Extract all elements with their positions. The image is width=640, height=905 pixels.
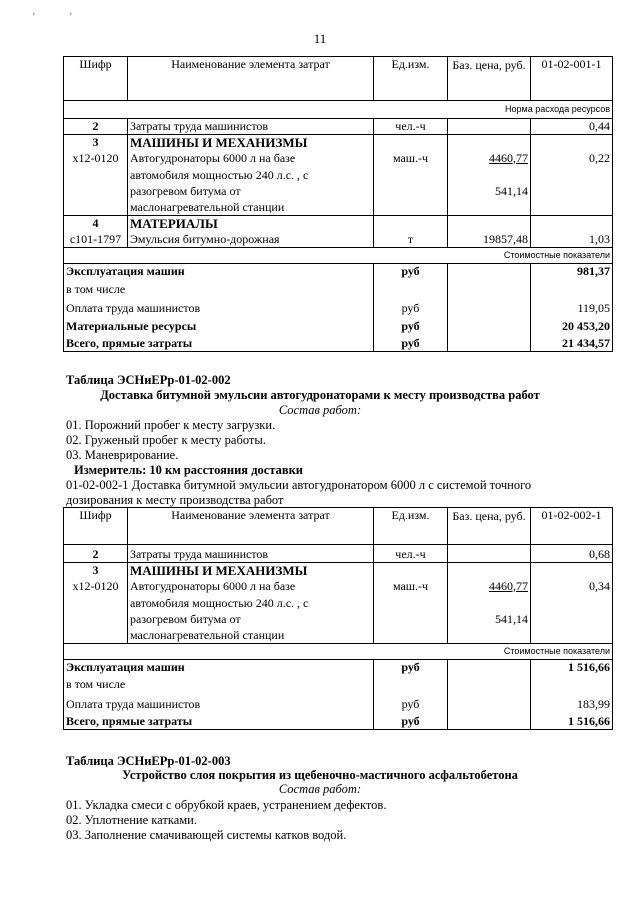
materials-group-title: МАТЕРИАЛЫ bbox=[128, 216, 374, 232]
work-step: 01. Укладка смеси с обрубкой краев, устранением дефектов. bbox=[66, 798, 387, 812]
table-title: Таблица ЭСНиЕРр-01-02-002 bbox=[66, 373, 231, 387]
header-name: Наименование элемента затрат bbox=[128, 57, 374, 101]
labor-code: 2 bbox=[64, 545, 128, 563]
summary-value: 1 516,66 bbox=[531, 660, 613, 677]
header-code: Шифр bbox=[64, 57, 128, 101]
machine-line: автомобиля мощностью 240 л.с. , с bbox=[128, 596, 374, 612]
machine-line: маслонагревательной станции bbox=[128, 628, 374, 644]
header-column-code: 01-02-001-1 bbox=[531, 57, 613, 101]
material-price: 19857,48 bbox=[448, 232, 531, 248]
machine-price-2: 541,14 bbox=[448, 184, 531, 200]
work-composition-title: Состав работ: bbox=[278, 403, 362, 417]
summary-label: в том числе bbox=[64, 282, 374, 298]
machines-group-title: МАШИНЫ И МЕХАНИЗМЫ bbox=[128, 563, 374, 579]
item-description: 01-02-002-1 Доставка битумной эмульсии автогудронатором 6000 л с системой точного bbox=[66, 478, 532, 492]
summary-unit: руб bbox=[374, 693, 448, 712]
note-cost: Стоимостные показатели bbox=[64, 644, 613, 660]
resource-table-1 bbox=[63, 56, 613, 352]
labor-code: 2 bbox=[64, 119, 128, 135]
labor-unit: чел.-ч bbox=[374, 119, 448, 135]
summary-unit: руб bbox=[374, 334, 448, 352]
machines-group-code: 3 bbox=[64, 135, 128, 151]
work-step: 02. Уплотнение катками. bbox=[66, 813, 197, 827]
summary-label: Материальные ресурсы bbox=[64, 316, 374, 334]
summary-label: Оплата труда машинистов bbox=[64, 693, 374, 712]
machine-value: 0,34 bbox=[531, 579, 613, 596]
note-cost: Стоимостные показатели bbox=[64, 248, 613, 264]
machine-price-2: 541,14 bbox=[448, 612, 531, 628]
machine-code: х12-0120 bbox=[64, 151, 128, 168]
machine-code: х12-0120 bbox=[64, 579, 128, 596]
summary-value: 981,37 bbox=[531, 264, 613, 282]
page-number: 11 bbox=[313, 31, 327, 46]
labor-name: Затраты труда машинистов bbox=[128, 545, 374, 563]
machines-group-code: 3 bbox=[64, 563, 128, 579]
machine-price: 4460,77 bbox=[448, 579, 531, 596]
machine-unit: маш.-ч bbox=[374, 151, 448, 168]
section-subtitle: Доставка битумной эмульсии автогудронаторами к месту производства работ bbox=[100, 388, 540, 402]
header-column-code: 01-02-002-1 bbox=[531, 508, 613, 545]
summary-label: Всего, прямые затраты bbox=[64, 334, 374, 352]
summary-unit: руб bbox=[374, 264, 448, 282]
header-price: Баз. цена, руб. bbox=[448, 508, 531, 545]
work-step: 02. Груженый пробег к месту работы. bbox=[66, 433, 266, 447]
summary-value: 20 453,20 bbox=[531, 316, 613, 334]
labor-value: 0,44 bbox=[531, 119, 613, 135]
summary-label: в том числе bbox=[64, 677, 374, 693]
machine-line: маслонагревательной станции bbox=[128, 200, 374, 216]
summary-unit: руб bbox=[374, 660, 448, 677]
work-composition-title: Состав работ: bbox=[278, 782, 362, 796]
header-name: Наименование элемента затрат bbox=[128, 508, 374, 545]
machine-value: 0,22 bbox=[531, 151, 613, 168]
note-norma: Норма расхода ресурсов bbox=[64, 101, 613, 119]
labor-name: Затраты труда машинистов bbox=[128, 119, 374, 135]
material-name: Эмульсия битумно-дорожная bbox=[128, 232, 374, 248]
materials-group-code: 4 bbox=[64, 216, 128, 232]
machine-unit: маш.-ч bbox=[374, 579, 448, 596]
machine-line: Автогудронаторы 6000 л на базе bbox=[128, 579, 374, 596]
meter: Измеритель: 10 км расстояния доставки bbox=[74, 463, 304, 477]
summary-label: Эксплуатация машин bbox=[64, 264, 374, 282]
scan-mark: ' bbox=[33, 12, 35, 23]
summary-value: 183,99 bbox=[531, 693, 613, 712]
summary-label: Оплата труда машинистов bbox=[64, 298, 374, 316]
header-code: Шифр bbox=[64, 508, 128, 545]
summary-unit: руб bbox=[374, 712, 448, 730]
resource-table-2 bbox=[63, 507, 613, 730]
item-description: дозирования к месту производства работ bbox=[66, 493, 284, 507]
header-price: Баз. цена, руб. bbox=[448, 57, 531, 101]
summary-unit: руб bbox=[374, 316, 448, 334]
labor-value: 0,68 bbox=[531, 545, 613, 563]
machines-group-title: МАШИНЫ И МЕХАНИЗМЫ bbox=[128, 135, 374, 151]
summary-value: 21 434,57 bbox=[531, 334, 613, 352]
summary-label: Эксплуатация машин bbox=[64, 660, 374, 677]
summary-value: 1 516,66 bbox=[531, 712, 613, 730]
header-unit: Ед.изм. bbox=[374, 57, 448, 101]
work-step: 03. Маневрирование. bbox=[66, 448, 179, 462]
summary-label: Всего, прямые затраты bbox=[64, 712, 374, 730]
section-subtitle: Устройство слоя покрытия из щебеночно-мастичного асфальтобетона bbox=[122, 768, 518, 782]
labor-unit: чел.-ч bbox=[374, 545, 448, 563]
machine-line: разогревом битума от bbox=[128, 612, 374, 628]
header-unit: Ед.изм. bbox=[374, 508, 448, 545]
machine-line: автомобиля мощностью 240 л.с. , с bbox=[128, 168, 374, 184]
work-step: 03. Заполнение смачивающей системы катков водой. bbox=[66, 828, 347, 842]
machine-price: 4460,77 bbox=[448, 151, 531, 168]
machine-line: разогревом битума от bbox=[128, 184, 374, 200]
material-unit: т bbox=[374, 232, 448, 248]
work-step: 01. Порожний пробег к месту загрузки. bbox=[66, 418, 276, 432]
scan-mark: ' bbox=[70, 12, 72, 23]
summary-unit: руб bbox=[374, 298, 448, 316]
material-value: 1,03 bbox=[531, 232, 613, 248]
summary-value: 119,05 bbox=[531, 298, 613, 316]
table-title: Таблица ЭСНиЕРр-01-02-003 bbox=[66, 754, 231, 768]
material-code: с101-1797 bbox=[64, 232, 128, 248]
machine-line: Автогудронаторы 6000 л на базе bbox=[128, 151, 374, 168]
